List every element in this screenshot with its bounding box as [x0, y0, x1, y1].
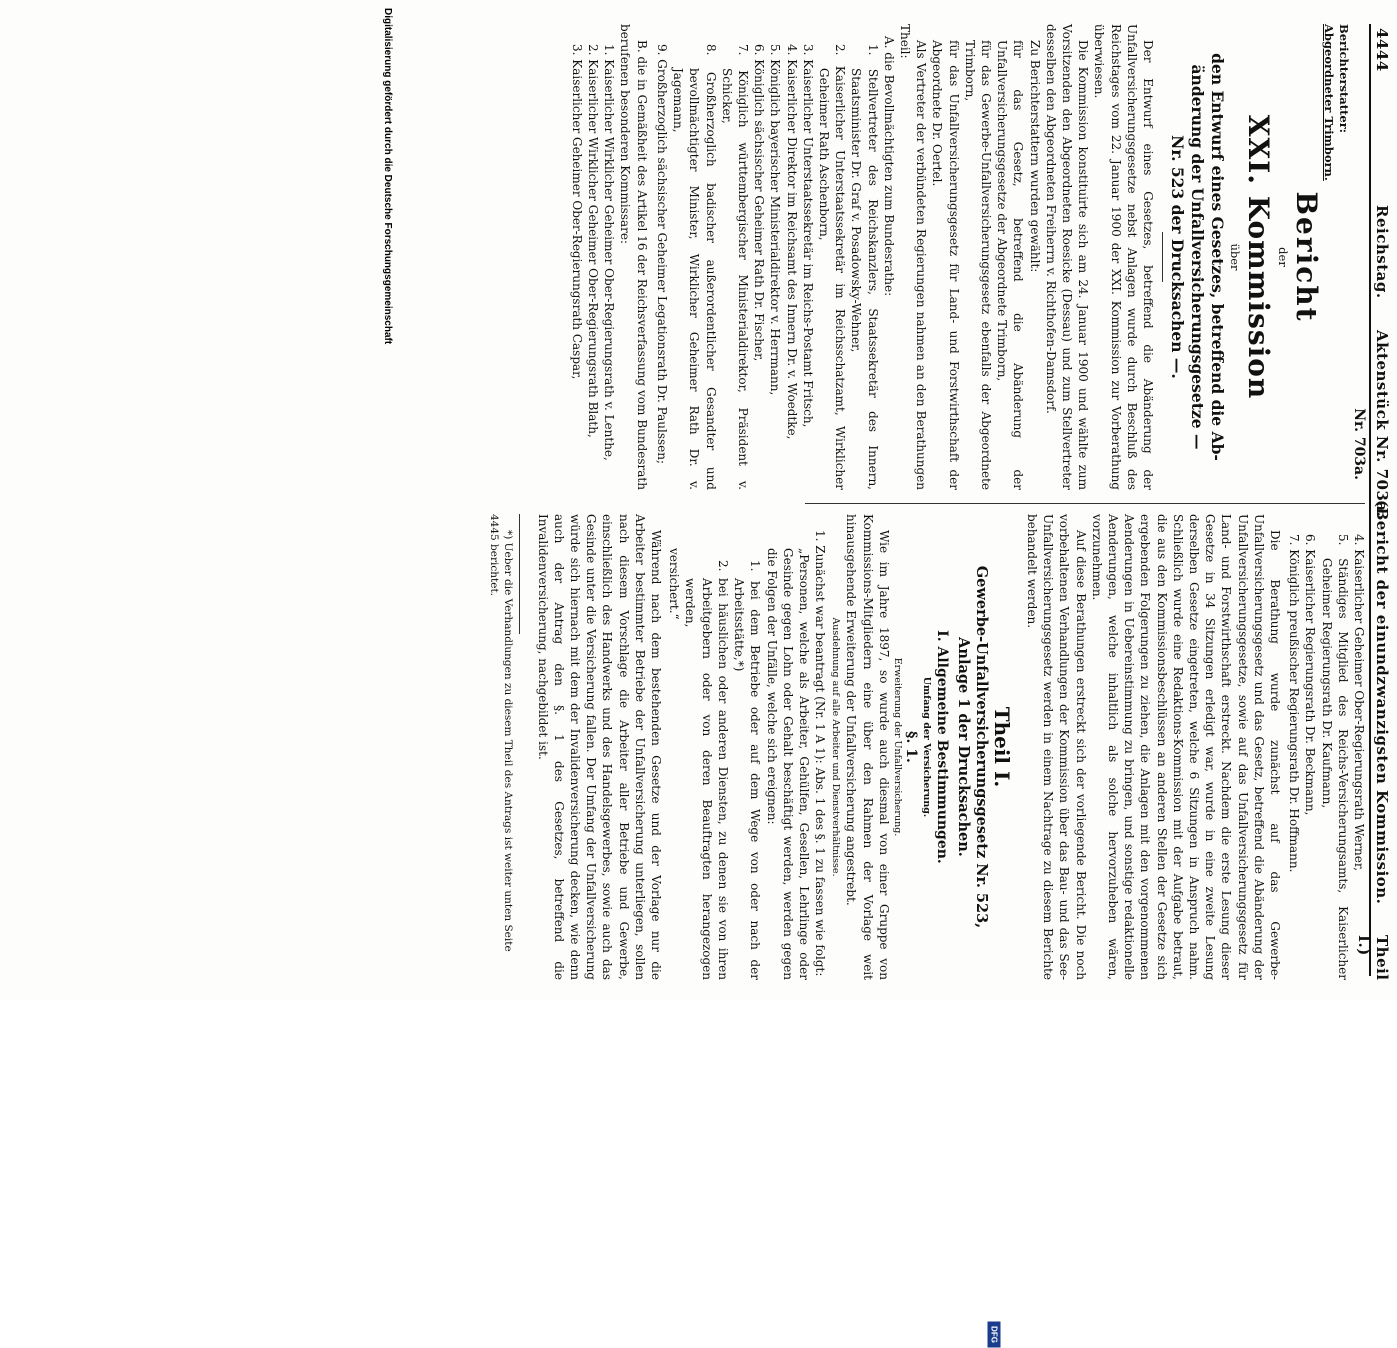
list-item: 4. Kaiserlicher Geheimer Ober-Regierungsrath Werner, — [1352, 534, 1366, 872]
list-item: 3. Kaiserlicher Geheimer Ober-Regierungsrath Caspar, — [569, 44, 584, 380]
header-center: Aktenstück Nr. 703a. — [1373, 330, 1391, 518]
quoted-list-item: 1. bei dem Betriebe oder auf dem Wege von oder nach der Arbeitsstätte,*) — [732, 560, 763, 980]
rapporteur-label: Berichterstatter: — [1337, 24, 1351, 133]
list-item: 8. Großherzoglich badischer außerordentlicher Gesandter und bevollmächtigter Minister, Wirklicher Geheimer Rath Dr. v. Jagemann, — [671, 44, 718, 490]
list-item: 7. Königlich württembergischer Ministerialdirektor, Präsident v. Schicker, — [719, 44, 750, 490]
list-item: 4. Kaiserlicher Direktor im Reichsamt des Innern Dr. v. Woedtke, — [784, 44, 799, 440]
part-heading: Theil I. — [989, 706, 1014, 788]
list-item: 9. Großherzoglich sächsischer Geheimer Legationsrath Dr. Paulssen; — [654, 44, 669, 465]
footnote: *) Ueber die Verhandlungen zu diesem Theil des Antrags ist weiter unten Seite 4445 berichtet. — [488, 514, 515, 952]
intro-paragraph: Zu Berichterstattern wurden gewählt: — [1027, 40, 1042, 273]
footer-text: Digitalisierung gefördert durch die Deutsche Forschungsgemeinschaft — [382, 8, 393, 345]
right-column — [487, 514, 1367, 980]
section-a-heading: A. die Bevollmächtigten zum Bundesrathe: — [881, 36, 896, 297]
body-paragraph: Die Berathung wurde zunächst auf das Gewerbe-Unfallversicherungsgesetz und das Gesetz, betreffend die Abänderung der Unfallversicherungsgesetze, sowie auf das Unfallversicherungsgesetz für Land- und Forstwirthschaft erstreckt. Nachdem die erste Lesung dieser Gesetze in 34 Sitzungen erledigt war, wurde in eine zweite Lesung derselben Gesetze eingetreten, welche 6 Sitzungen in Anspruch nahm. Schließlich wurde eine Redaktions-Kommission mit der Aufgabe betraut, die aus den Kommissionsbeschlüssen an anderen Stellen der Gesetze sich ergebenden Folgerungen zu ziehen, die Anlagen mit den vorgenommenen Aenderungen in Uebereinstimmung zu bringen, und sonstige redaktionelle Aenderungen, welche inhaltlich als solche hervorzuheben wären, vorzunehmen. — [1089, 514, 1282, 980]
dfg-logo: DFG — [988, 1322, 1001, 1348]
title-ueber: über — [1228, 243, 1242, 271]
column-divider — [805, 503, 1365, 504]
section-heading: I. Allgemeine Bestimmungen. — [933, 630, 950, 864]
list-item: 6. Kaiserlicher Regierungsrath Dr. Beckmann, — [1303, 534, 1318, 816]
commission-title: XXI. Kommission — [1242, 114, 1275, 400]
part-subheading: Gewerbe-Unfallversicherungsgesetz Nr. 523, — [972, 565, 990, 929]
page-number: 4444 — [1373, 28, 1391, 72]
title-der: der — [1276, 247, 1290, 267]
intro-paragraph: für das Gesetz, betreffend die Abänderung der Unfallversicherungsgesetze der Abgeordnete Trimborn, — [995, 40, 1026, 490]
rapporteur-name: Abgeordneter Trimborn. — [1322, 24, 1336, 181]
list-item: 7. Königlich preußischer Regierungsrath Dr. Hoffmann. — [1287, 534, 1302, 873]
header-right: (Bericht der einundzwanzigsten Kommission. — [1373, 500, 1391, 905]
list-item: 1. Stellvertreter des Reichskanzlers, Staatssekretär des Innern, Staatsminister Dr. Graf v. Posadowsky-Wehner, — [849, 44, 880, 490]
list-item: 5. Ständiges Mitglied des Reichs-Versicherungsamts, Kaiserlicher Geheimer Regierungsrath Dr. Kaufmann, — [1319, 534, 1350, 980]
subject-line-2: änderung der Unfallversicherungsgesetze — — [1188, 64, 1207, 450]
section-subheading: Umfang der Versicherung. — [920, 676, 932, 818]
subject-line-3: Nr. 523 der Drucksachen —. — [1168, 135, 1187, 379]
header-part: Theil I.) — [1355, 935, 1391, 981]
section-b-heading: B. die in Gemäßheit des Artikel 16 der Reichsverfassung vom Bundesrath berufenen besonderen Kommissare: — [618, 24, 649, 490]
quoted-text-end: versichert.“ — [667, 548, 682, 620]
doc-number: Nr. 703a. — [1351, 408, 1367, 480]
quoted-list-item: 2. bei häuslichen oder anderen Diensten, zu denen sie von ihren Arbeitgebern oder von deren Beauftragten herangezogen werden, — [683, 560, 730, 980]
body-paragraph: Wie im Jahre 1897, so wurde auch diesmal von einer Gruppe von Kommissions-Mitgliedern eine über den Rahmen der Vorlage weit hinausgehende Erweiterung der Unfallversicherung angestrebt. — [844, 514, 891, 980]
report-title: Bericht — [1290, 191, 1323, 323]
left-column — [569, 24, 1367, 490]
intro-paragraph: Der Entwurf eines Gesetzes, betreffend die Abänderung der Unfallversicherungsgesetze nebst Anlagen wurde durch Beschluß des Reichstages vom 22. Januar 1900 der XXI. Kommission zur Vorberathung überwiesen. — [1092, 24, 1155, 490]
paragraph-caption: Erweiterung der Unfallversicherung. — [891, 657, 903, 837]
intro-paragraph: Die Kommission konstituirte sich am 24. Januar 1900 und wählte zum Vorsitzenden den Abgeordneten Roesicke (Dessau) und zum Stellvertreter desselben den Abgeordneten Freiherrn v. Richthofen-Damsdorf. — [1043, 24, 1091, 490]
list-item: 1. Zunächst war beantragt (Nr. 1 A 1): Abs. 1 des §. 1 zu fassen wie folgt: — [813, 530, 828, 977]
list-item: 3. Kaiserlicher Unterstaatssekretär im Reichs-Postamt Fritsch, — [800, 44, 815, 428]
list-item: 1. Kaiserlicher Wirklicher Geheimer Ober-Regierungsrath v. Lenthe, — [602, 44, 617, 461]
part-subheading: Anlage 1 der Drucksachen. — [954, 637, 972, 857]
list-item: 2. Kaiserlicher Unterstaatssekretär im Reichsschatzamt, Wirklicher Geheimer Rath Aschenborn, — [816, 44, 848, 490]
list-item: 5. Königlich bayerischer Ministerialdirektor v. Herrmann, — [768, 44, 783, 396]
body-paragraph: Während nach dem bestehenden Gesetze und der Vorlage nur die Arbeiter bestimmter Betriebe der Unfallversicherung unterliegen, sollen nach diesem Vorschlage die Arbeiter aller Betriebe und Gewerbe, einschließlich des Handwerks und des Handelsgewerbes, sowie auch das Gesinde unter die Versicherung fallen. Der Umfang der Unfallversicherung würde sich hiernach mit dem der Invalidenversicherung decken, wie denn auch der Antrag den §. 1 des Gesetzes, betreffend die Invalidenversicherung, nachgebildet ist. — [535, 514, 664, 980]
paragraph-heading: §. 1. — [902, 731, 919, 763]
quoted-text: „Personen, welche als Arbeiter, Gehülfen, Gesellen, Lehrlinge oder Gesinde gegen Lohn oder Gehalt beschäftigt werden, werden gegen die Folgen der Unfälle, welche sich ereignen: — [764, 548, 811, 980]
extension-caption: Ausdehnung auf alle Arbeiter und Dienstverhältnisse. — [830, 617, 842, 877]
footnote-rule — [519, 514, 520, 634]
list-item: 6. Königlich sächsischer Geheimer Rath Dr. Fischer, — [752, 44, 767, 362]
title-separator — [1162, 232, 1163, 282]
header-left: Reichstag. — [1373, 205, 1391, 299]
intro-paragraph: für das Gewerbe-Unfallversicherungsgesetz ebenfalls der Abgeordnete Trimborn, — [962, 40, 993, 490]
subject-line-1: den Entwurf eines Gesetzes, betreffend die Ab- — [1208, 53, 1227, 461]
intro-paragraph: für das Unfallversicherungsgesetz für Land- und Forstwirthschaft der Abgeordnete Dr. Oertel. — [930, 40, 961, 490]
list-item: 2. Kaiserlicher Wirklicher Geheimer Ober-Regierungsrath Blath, — [586, 44, 601, 438]
header-rule — [1369, 24, 1371, 976]
intro-paragraph: Als Vertreter der verbündeten Regierungen nahmen an den Berathungen Theil: — [897, 24, 929, 490]
body-paragraph: Auf diese Berathungen erstreckt sich der vorliegende Bericht. Die noch vorbehaltenen Verhandlungen der Kommission über das Bau- und das See-Unfallversicherungsgesetz werden in einem Nachtrage zu diesem Berichte behandelt werden. — [1024, 514, 1088, 980]
